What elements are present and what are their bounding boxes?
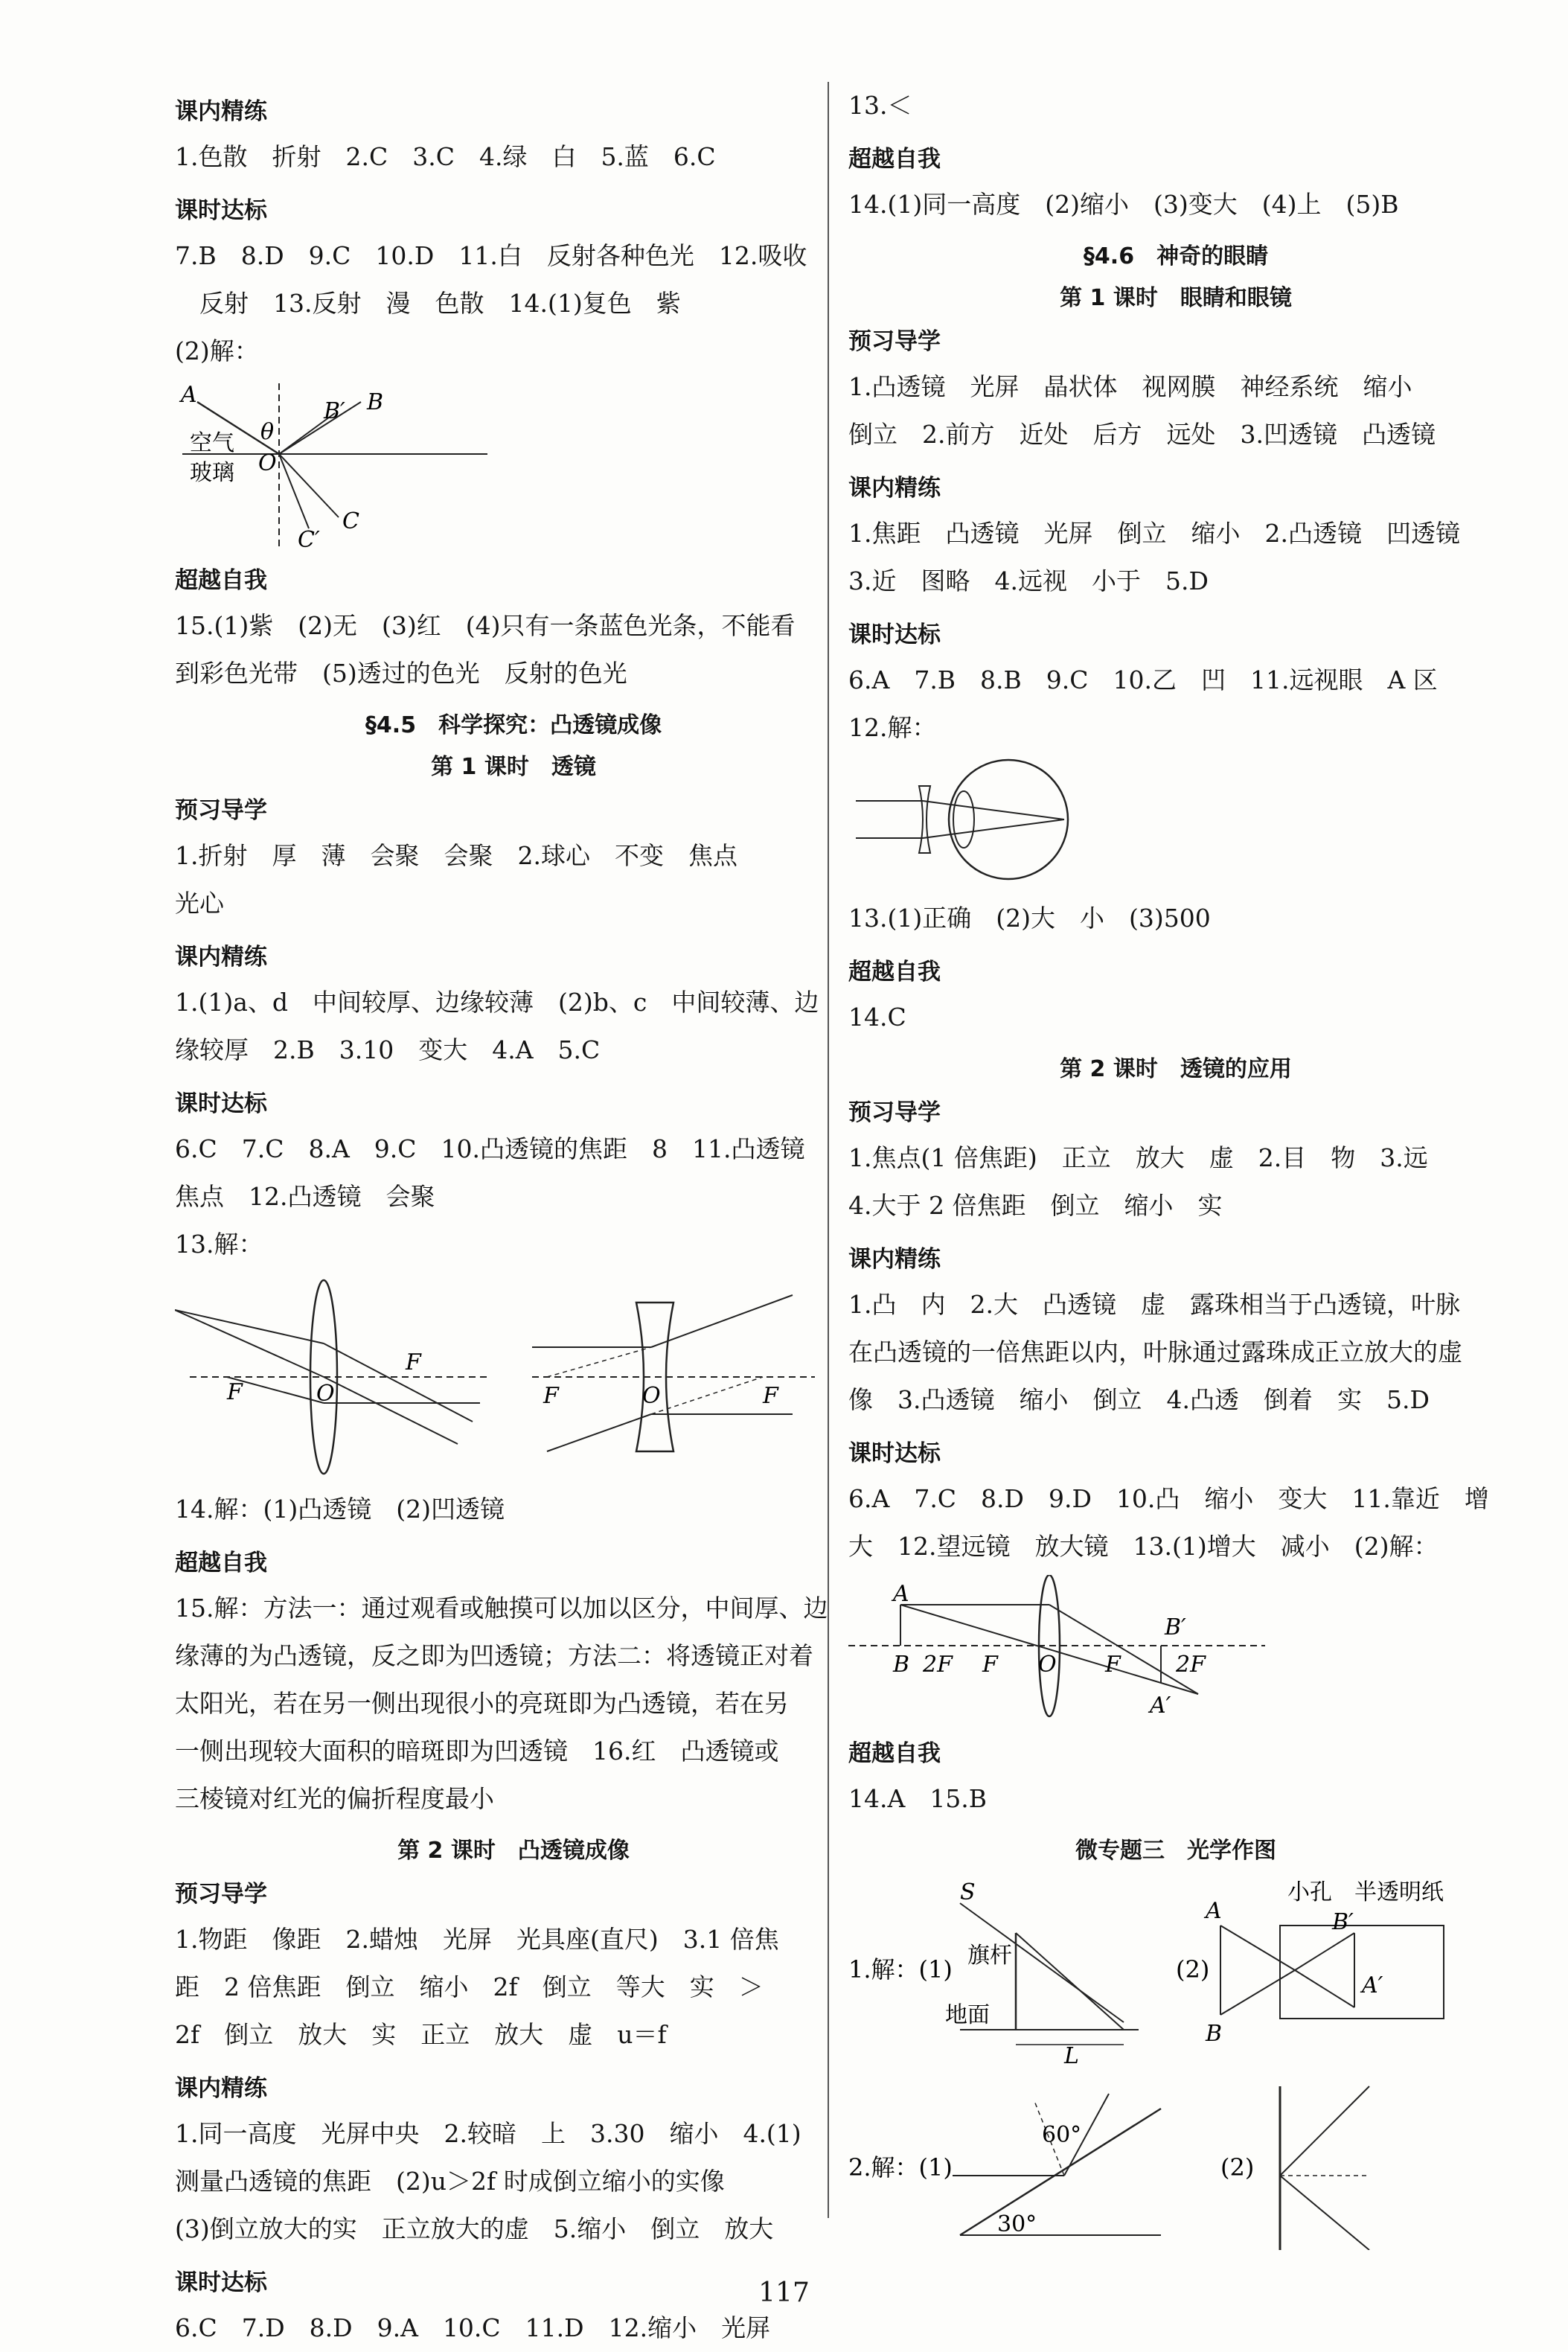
svg-text:A: A [181, 382, 197, 408]
svg-text:S: S [960, 1879, 976, 1905]
section-heading: 课内精练 [175, 2075, 267, 2102]
svg-text:A: A [1206, 1898, 1222, 1924]
svg-text:B′: B′ [1332, 1909, 1354, 1935]
section-heading: 预习导学 [175, 797, 267, 824]
section-heading: 课内精练 [175, 944, 267, 971]
svg-text:2F: 2F [923, 1652, 953, 1678]
svg-text:B′: B′ [1165, 1614, 1186, 1640]
right-column [848, 82, 1503, 2254]
answer-line: 焦点 12.凸透镜 会聚 [175, 1182, 435, 1211]
svg-text:2F: 2F [1176, 1652, 1206, 1678]
svg-text:O: O [258, 450, 277, 476]
answer-line: 6.A 7.C 8.D 9.D 10.凸 缩小 变大 11.靠近 增 [848, 1484, 1489, 1513]
svg-text:A: A [893, 1581, 909, 1607]
svg-text:F: F [227, 1379, 243, 1405]
answer-line: 14.解：(1)凸透镜 (2)凹透镜 [175, 1495, 505, 1524]
svg-text:F: F [543, 1383, 559, 1409]
section-heading: 课时达标 [175, 197, 267, 224]
section-heading: 课时达标 [848, 621, 941, 648]
chapter-title: §4.6 神奇的眼睛 [1083, 243, 1269, 269]
answer-line: 光心 [175, 889, 224, 918]
svg-text:旗杆: 旗杆 [967, 1943, 1012, 1969]
answer-line: 14.(1)同一高度 (2)缩小 (3)变大 (4)上 (5)B [848, 190, 1399, 219]
answer-line: (2)解： [175, 336, 259, 365]
answer-line: 13.(1)正确 (2)大 小 (3)500 [848, 904, 1211, 933]
svg-text:空气: 空气 [190, 430, 234, 456]
svg-text:A′: A′ [1362, 1972, 1383, 1998]
svg-text:O: O [642, 1383, 661, 1409]
section-heading: 超越自我 [175, 1550, 267, 1576]
lesson-title: 第 2 课时 透镜的应用 [1060, 1056, 1292, 1082]
optics-drawing-q2 [848, 2071, 1503, 2250]
lesson-title: 第 2 课时 凸透镜成像 [397, 1838, 630, 1864]
section-heading: 课内精练 [848, 1246, 941, 1273]
eye-diagram [848, 756, 1116, 890]
svg-text:θ: θ [260, 419, 275, 445]
svg-text:B′: B′ [324, 398, 345, 424]
svg-text:F: F [406, 1349, 421, 1375]
answer-line: 14.C [848, 1003, 906, 1032]
section-heading: 课时达标 [175, 1090, 267, 1117]
answer-line: 2f 倒立 放大 实 正立 放大 虚 u＝f [175, 2020, 667, 2049]
svg-text:A′: A′ [1150, 1693, 1171, 1719]
svg-text:C: C [342, 508, 359, 534]
section-heading: 超越自我 [848, 146, 941, 173]
answer-line: 距 2 倍焦距 倒立 缩小 2f 倒立 等大 实 ＞ [175, 1972, 764, 2001]
svg-text:玻璃: 玻璃 [190, 460, 234, 486]
answer-line: 6.A 7.B 8.B 9.C 10.乙 凹 11.远视眼 A 区 [848, 665, 1438, 694]
svg-text:小孔: 小孔 [1287, 1879, 1332, 1905]
answer-line: 15.(1)紫 (2)无 (3)红 (4)只有一条蓝色光条，不能看 [175, 611, 796, 640]
svg-text:C′: C′ [298, 527, 320, 551]
answer-line: 1.焦距 凸透镜 光屏 倒立 缩小 2.凸透镜 凹透镜 [848, 519, 1460, 548]
page-number: 117 [758, 2278, 810, 2308]
svg-text:O: O [1038, 1652, 1057, 1678]
section-heading: 课时达标 [848, 1440, 941, 1467]
svg-text:(2): (2) [1220, 2153, 1255, 2182]
answer-line: 大 12.望远镜 放大镜 13.(1)增大 减小 (2)解： [848, 1532, 1439, 1561]
convex-lens-image-diagram [848, 1575, 1265, 1724]
answer-line: 测量凸透镜的焦距 (2)u＞2f 时成倒立缩小的实像 [175, 2167, 725, 2196]
answer-line: 6.C 7.D 8.D 9.A 10.C 11.D 12.缩小 光屏 [175, 2313, 771, 2342]
answer-line: 1.凸 内 2.大 凸透镜 虚 露珠相当于凸透镜，叶脉 [848, 1290, 1460, 1319]
svg-text:B: B [1206, 2021, 1223, 2047]
answer-line: 1.同一高度 光屏中央 2.较暗 上 3.30 缩小 4.(1) [175, 2119, 801, 2148]
svg-text:2.解：(1): 2.解：(1) [848, 2153, 953, 2182]
answer-line: 1.焦点(1 倍焦距) 正立 放大 虚 2.目 物 3.远 [848, 1143, 1428, 1172]
svg-text:(2): (2) [1176, 1955, 1210, 1984]
answer-line: 缘较厚 2.B 3.10 变大 4.A 5.C [175, 1035, 601, 1064]
answer-line: 三棱镜对红光的偏折程度最小 [175, 1784, 494, 1813]
answer-line: 1.色散 折射 2.C 3.C 4.绿 白 5.蓝 6.C [175, 142, 716, 171]
answer-line: 1.物距 像距 2.蜡烛 光屏 光具座(直尺) 3.1 倍焦 [175, 1925, 779, 1954]
svg-text:B: B [367, 389, 384, 415]
svg-text:半透明纸: 半透明纸 [1354, 1879, 1444, 1905]
section-heading: 超越自我 [175, 567, 267, 594]
section-heading: 预习导学 [848, 328, 941, 355]
refraction-diagram [175, 380, 510, 551]
section-heading: 课时达标 [175, 2269, 267, 2296]
answer-line: 12.解： [848, 713, 937, 742]
answer-line: 3.近 图略 4.远视 小于 5.D [848, 566, 1209, 595]
section-heading: 超越自我 [848, 959, 941, 985]
answer-line: 到彩色光带 (5)透过的色光 反射的色光 [175, 659, 627, 688]
svg-text:F: F [1105, 1652, 1121, 1678]
answer-line: 缘薄的为凸透镜，反之即为凹透镜；方法二：将透镜正对着 [175, 1641, 813, 1670]
lesson-title: 第 1 课时 透镜 [431, 754, 596, 780]
svg-text:60°: 60° [1042, 2122, 1082, 2148]
answer-line: 一侧出现较大面积的暗斑即为凹透镜 16.红 凸透镜或 [175, 1736, 779, 1765]
answer-line: 13.解： [175, 1230, 263, 1259]
section-heading: 课内精练 [175, 98, 267, 125]
section-heading: 超越自我 [848, 1740, 941, 1767]
svg-text:30°: 30° [997, 2211, 1037, 2237]
lesson-title: 第 1 课时 眼睛和眼镜 [1060, 285, 1292, 311]
micro-topic-title: 微专题三 光学作图 [1075, 1838, 1276, 1864]
svg-text:B: B [893, 1652, 910, 1678]
section-heading: 课内精练 [848, 475, 941, 502]
answer-line: 4.大于 2 倍焦距 倒立 缩小 实 [848, 1191, 1223, 1220]
answer-line: 在凸透镜的一倍焦距以内，叶脉通过露珠成正立放大的虚 [848, 1338, 1462, 1367]
answer-line: 6.C 7.C 8.A 9.C 10.凸透镜的焦距 8 11.凸透镜 [175, 1134, 805, 1163]
svg-text:O: O [316, 1381, 335, 1407]
svg-text:1.解：(1): 1.解：(1) [848, 1955, 953, 1984]
answer-line: 像 3.凸透镜 缩小 倒立 4.凸透 倒着 实 5.D [848, 1385, 1430, 1414]
svg-text:地面: 地面 [945, 2002, 990, 2028]
svg-text:F: F [763, 1383, 778, 1409]
section-heading: 预习导学 [175, 1881, 267, 1908]
left-column [175, 82, 852, 2352]
optics-drawing-q1 [848, 1873, 1503, 2067]
answer-line: 1.凸透镜 光屏 晶状体 视网膜 神经系统 缩小 [848, 372, 1412, 401]
chapter-title: §4.5 科学探究：凸透镜成像 [365, 712, 662, 738]
answer-line: 15.解：方法一：通过观看或触摸可以加以区分，中间厚、边 [175, 1594, 828, 1623]
answer-line: 反射 13.反射 漫 色散 14.(1)复色 紫 [175, 289, 681, 318]
answer-line: (3)倒立放大的实 正立放大的虚 5.缩小 倒立 放大 [175, 2214, 774, 2243]
answer-line: 7.B 8.D 9.C 10.D 11.白 反射各种色光 12.吸收 [175, 241, 807, 270]
svg-text:L: L [1064, 2043, 1079, 2067]
section-heading: 预习导学 [848, 1099, 941, 1126]
answer-line: 13.＜ [848, 91, 912, 120]
lens-ray-diagram [175, 1273, 815, 1481]
answer-line: 太阳光，若在另一侧出现很小的亮斑即为凸透镜，若在另 [175, 1689, 789, 1718]
answer-line: 1.折射 厚 薄 会聚 会聚 2.球心 不变 焦点 [175, 841, 737, 870]
answer-line: 14.A 15.B [848, 1784, 988, 1813]
answer-line: 倒立 2.前方 近处 后方 远处 3.凹透镜 凸透镜 [848, 420, 1436, 449]
answer-line: 1.(1)a、d 中间较厚、边缘较薄 (2)b、c 中间较薄、边 [175, 988, 819, 1017]
svg-text:F: F [982, 1652, 998, 1678]
